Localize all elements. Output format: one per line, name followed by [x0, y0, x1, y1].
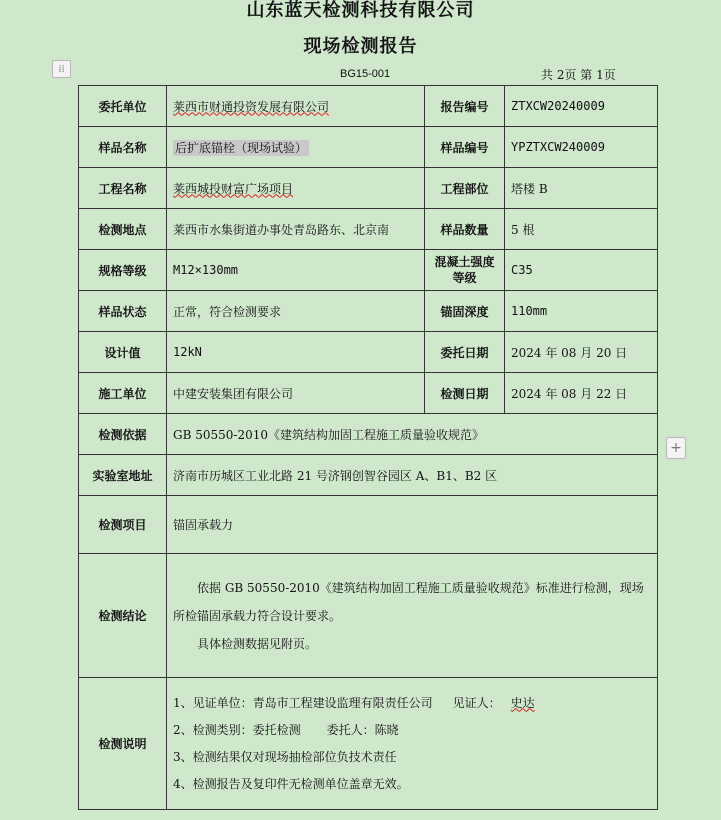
- note-2-entruster: 委托人：陈晓: [326, 722, 399, 737]
- label-entrust-date: 委托日期: [425, 332, 505, 373]
- label-sample-state: 样品状态: [79, 291, 167, 332]
- label-concrete-grade-line2: 等级: [452, 271, 477, 285]
- value-sample-name[interactable]: [167, 127, 425, 168]
- label-notes: 检测说明: [79, 678, 167, 810]
- value-project-part[interactable]: 塔楼 B: [505, 168, 658, 209]
- company-name: 山东蓝天检测科技有限公司: [246, 0, 475, 21]
- move-handle-icon: ⁞⁞: [58, 63, 65, 75]
- sample-name-text: 后扩底锚栓（现场试验）: [175, 140, 308, 155]
- value-sample-state[interactable]: 正常，符合检测要求: [167, 291, 425, 332]
- label-sample-no: 样品编号: [425, 127, 505, 168]
- label-sample-name: 样品名称: [79, 127, 167, 168]
- value-report-no[interactable]: ZTXCW20240009: [505, 86, 658, 127]
- table-row: [79, 86, 658, 127]
- table-row: [79, 678, 658, 810]
- value-client[interactable]: [167, 86, 425, 127]
- label-location: 检测地点: [79, 209, 167, 250]
- document-code: BG15-001: [340, 68, 391, 80]
- label-builder: 施工单位: [79, 373, 167, 414]
- conclusion-paragraph-2: 具体检测数据见附页。: [197, 636, 318, 651]
- value-test-item[interactable]: 锚固承载力: [167, 496, 658, 554]
- value-entrust-date[interactable]: 2024 年 08 月 20 日: [505, 332, 658, 373]
- label-concrete-grade: [425, 250, 505, 291]
- label-test-item: 检测项目: [79, 496, 167, 554]
- note-1-witness-unit: 1、见证单位：青岛市工程建设监理有限责任公司: [173, 695, 433, 710]
- label-report-no: 报告编号: [425, 86, 505, 127]
- table-row: [79, 332, 658, 373]
- label-test-date: 检测日期: [425, 373, 505, 414]
- value-project-name[interactable]: [167, 168, 425, 209]
- conclusion-paragraph-1: 依据 GB 50550-2010《建筑结构加固工程施工质量验收规范》标准进行检测，现场所检锚固承载力符合设计要求。: [173, 580, 644, 623]
- value-lab-address[interactable]: 济南市历城区工业北路 21 号济钢创智谷园区 A、B1、B2 区: [167, 455, 658, 496]
- value-builder[interactable]: 中建安装集团有限公司: [167, 373, 425, 414]
- label-anchor-depth: 锚固深度: [425, 291, 505, 332]
- label-basis: 检测依据: [79, 414, 167, 455]
- label-project-part: 工程部位: [425, 168, 505, 209]
- project-name-text: 莱西城投财富广场项目: [173, 181, 294, 196]
- note-line-1: [173, 690, 651, 717]
- report-title: 现场检测报告: [303, 36, 418, 57]
- value-spec[interactable]: M12×130mm: [167, 250, 425, 291]
- table-row: [79, 127, 658, 168]
- add-row-button[interactable]: [666, 437, 686, 459]
- note-line-4: 4、检测报告及复印件无检测单位盖章无效。: [173, 776, 409, 791]
- note-1-witness-label: 见证人：: [452, 695, 501, 710]
- client-text: 莱西市财通投资发展有限公司: [173, 99, 330, 114]
- value-location[interactable]: 莱西市水集街道办事处青岛路东、北京南: [167, 209, 425, 250]
- table-row: [79, 250, 658, 291]
- label-concrete-grade-line1: 混凝土强度: [434, 255, 495, 269]
- table-row: [79, 168, 658, 209]
- page-info: 共 2页 第 1页: [541, 68, 616, 82]
- label-spec: 规格等级: [79, 250, 167, 291]
- table-row: [79, 373, 658, 414]
- label-lab-address: 实验室地址: [79, 455, 167, 496]
- table-row: [79, 554, 658, 678]
- table-move-handle[interactable]: [52, 60, 71, 78]
- note-line-2: [173, 717, 651, 744]
- value-anchor-depth[interactable]: 110mm: [505, 291, 658, 332]
- table-row: [79, 496, 658, 554]
- label-conclusion: 检测结论: [79, 554, 167, 678]
- note-1-witness-name: 史达: [510, 695, 535, 710]
- table-row: [79, 291, 658, 332]
- report-table: [78, 85, 658, 810]
- table-row: [79, 209, 658, 250]
- plus-icon: +: [670, 440, 682, 456]
- value-design-value[interactable]: 12kN: [167, 332, 425, 373]
- label-sample-qty: 样品数量: [425, 209, 505, 250]
- table-row: [79, 414, 658, 455]
- value-sample-qty[interactable]: 5 根: [505, 209, 658, 250]
- label-client: 委托单位: [79, 86, 167, 127]
- value-notes[interactable]: [167, 678, 658, 810]
- note-line-3: 3、检测结果仅对现场抽检部位负技术责任: [173, 749, 397, 764]
- label-project-name: 工程名称: [79, 168, 167, 209]
- value-concrete-grade[interactable]: C35: [505, 250, 658, 291]
- label-design-value: 设计值: [79, 332, 167, 373]
- value-test-date[interactable]: 2024 年 08 月 22 日: [505, 373, 658, 414]
- value-conclusion[interactable]: [167, 554, 658, 678]
- table-row: [79, 455, 658, 496]
- value-basis[interactable]: GB 50550-2010《建筑结构加固工程施工质量验收规范》: [167, 414, 658, 455]
- note-2-test-type: 2、检测类别：委托检测: [173, 722, 301, 737]
- value-sample-no[interactable]: YPZTXCW240009: [505, 127, 658, 168]
